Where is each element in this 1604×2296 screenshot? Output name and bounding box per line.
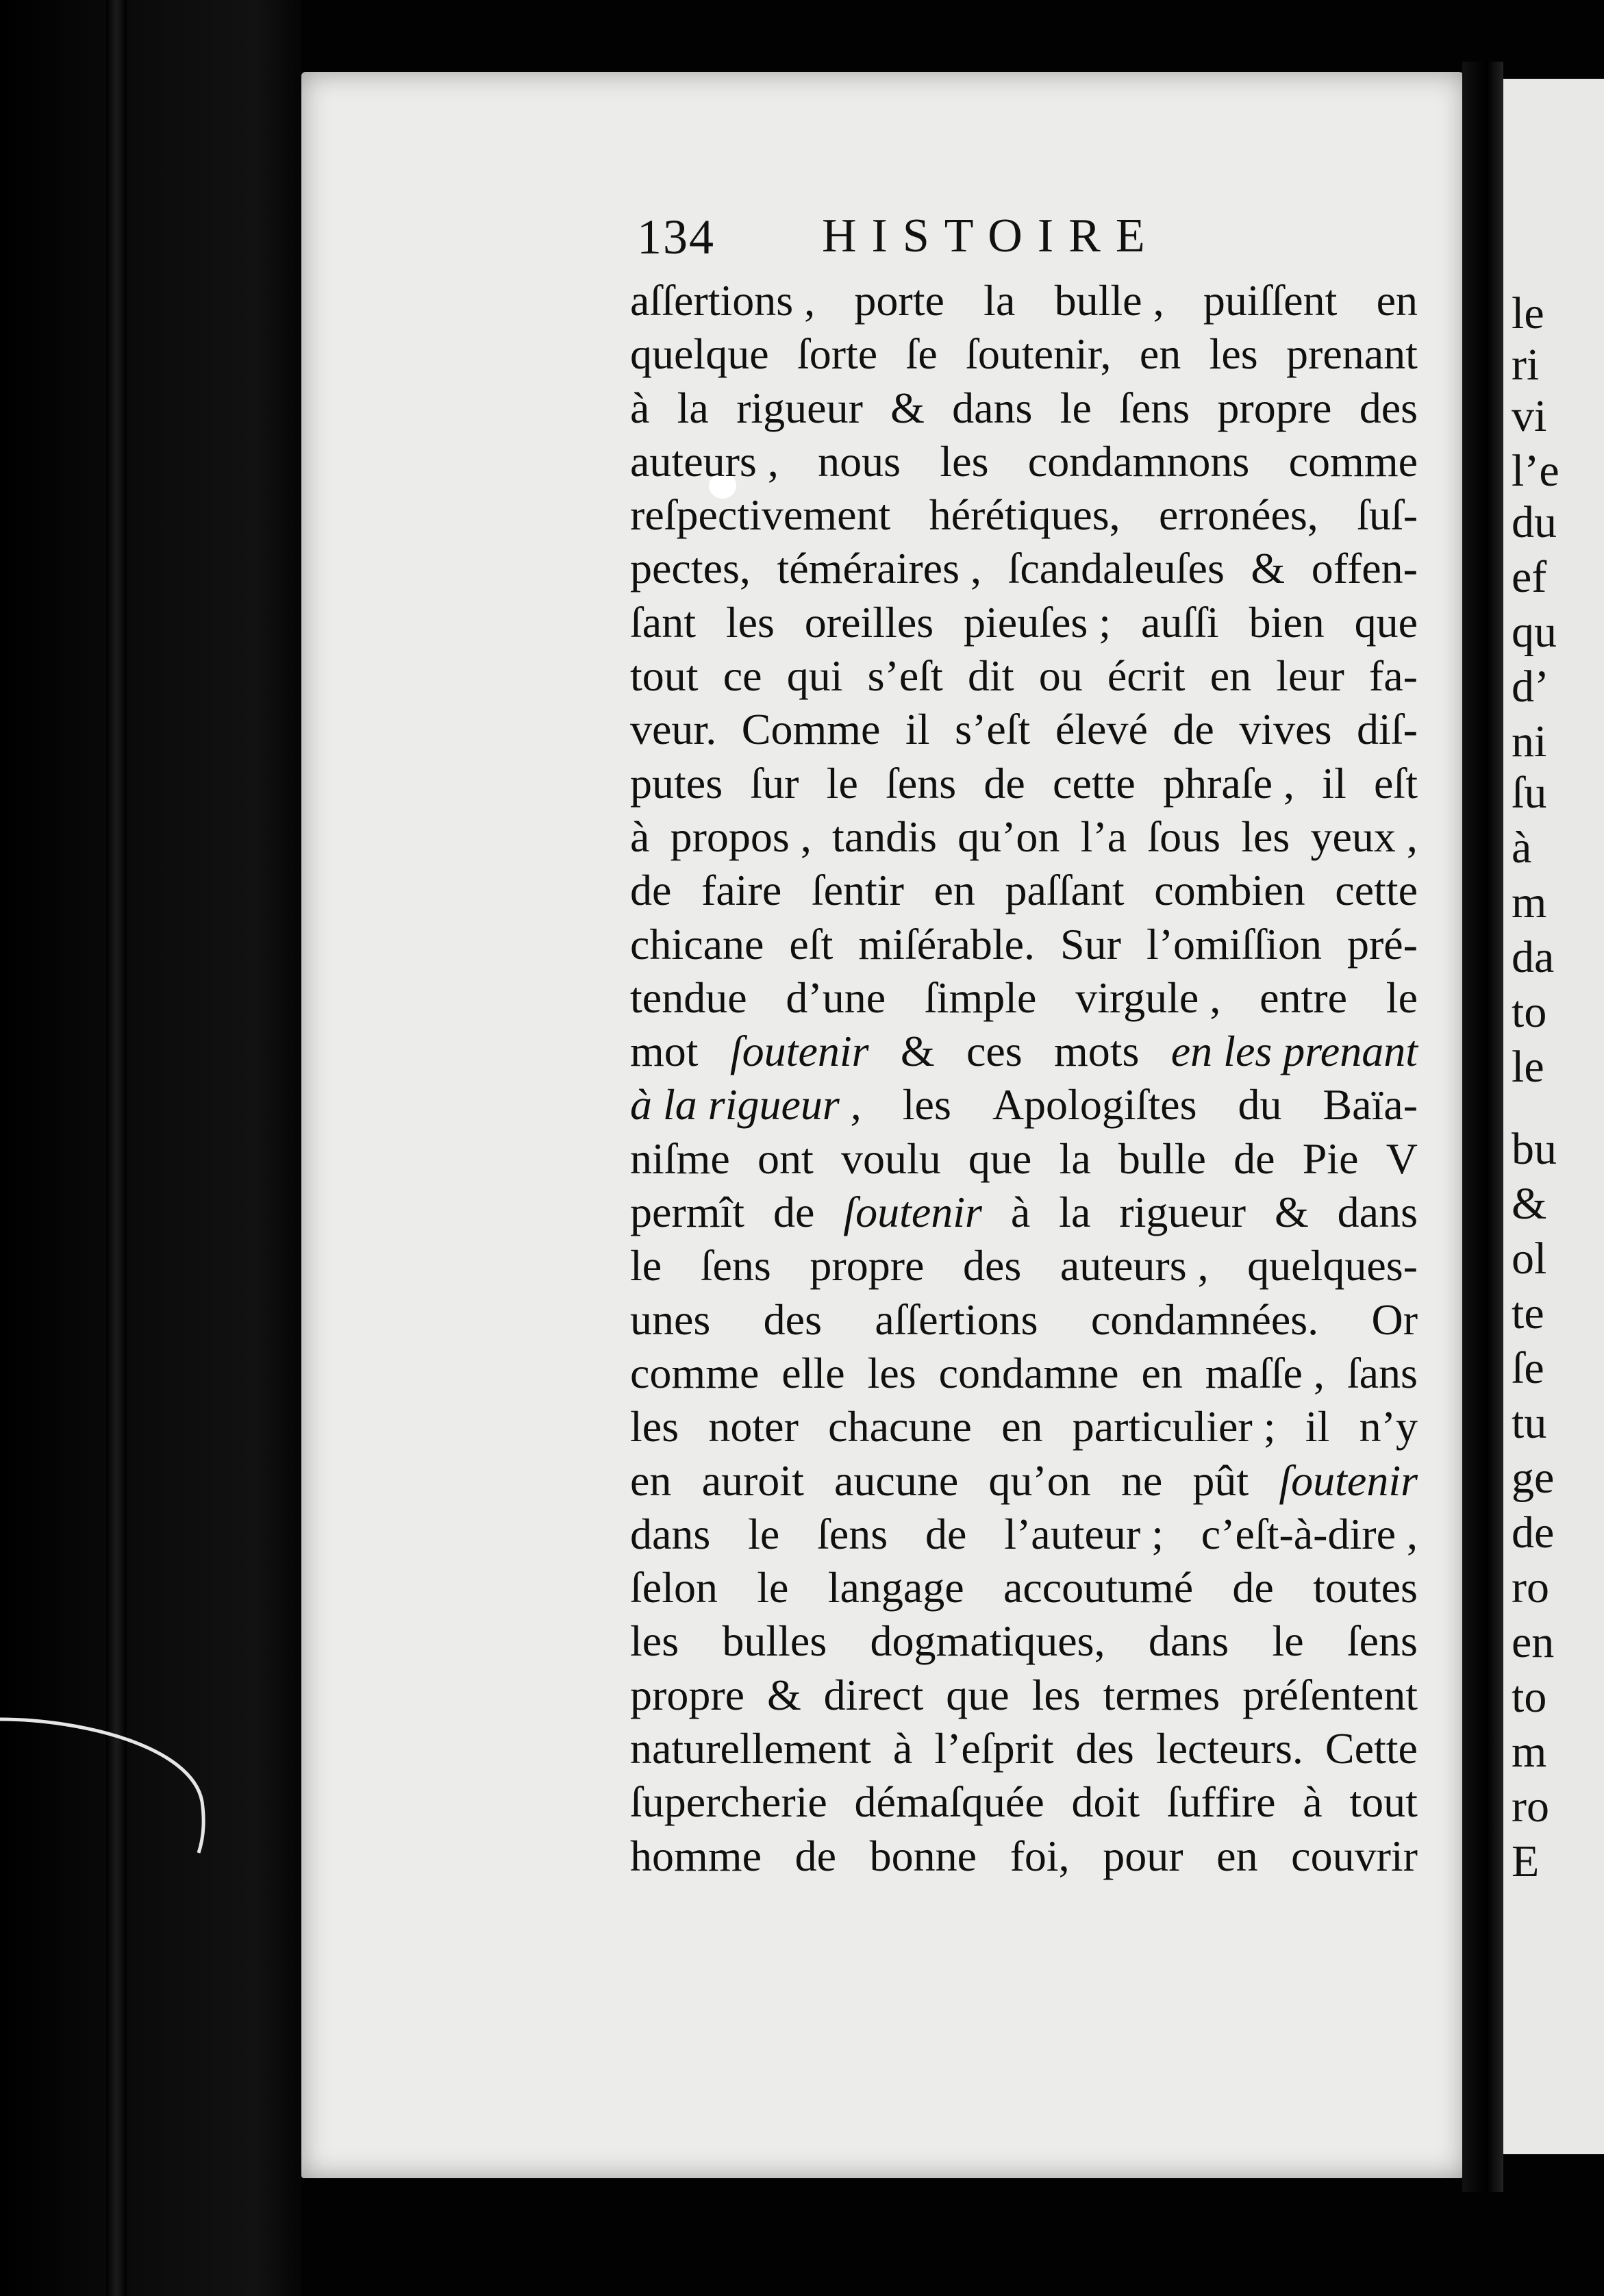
word: bien bbox=[1249, 597, 1325, 647]
word: les bbox=[902, 1080, 951, 1130]
word: Sur bbox=[1060, 919, 1121, 969]
word: la bbox=[1059, 1188, 1091, 1237]
word: noter bbox=[708, 1402, 799, 1451]
word: ſcandaleuſes bbox=[1007, 544, 1225, 593]
word: direct bbox=[823, 1670, 924, 1719]
word: entre bbox=[1260, 973, 1347, 1022]
word: auroit bbox=[701, 1456, 804, 1505]
word: le bbox=[757, 1563, 789, 1612]
word: Apologiſtes bbox=[992, 1080, 1197, 1130]
facing-page-text: m bbox=[1512, 877, 1547, 927]
word: propre bbox=[810, 1241, 925, 1290]
word: qui bbox=[786, 651, 843, 701]
word: ne bbox=[1120, 1456, 1163, 1505]
word: le bbox=[1272, 1617, 1304, 1666]
word: ſe bbox=[905, 329, 938, 379]
facing-page-text: ſe bbox=[1512, 1343, 1544, 1393]
text-line bbox=[630, 971, 1418, 1025]
scan-artifact-curve bbox=[0, 1706, 212, 1870]
word: doit bbox=[1071, 1777, 1140, 1827]
word: ſimple bbox=[924, 973, 1037, 1022]
word: il bbox=[1305, 1402, 1330, 1451]
word: naturellement bbox=[630, 1724, 871, 1773]
word: pectes, bbox=[630, 544, 751, 593]
word: des bbox=[1075, 1724, 1134, 1773]
word: & bbox=[890, 383, 925, 432]
word: combien bbox=[1154, 866, 1305, 915]
word: ou bbox=[1038, 651, 1083, 701]
word: ſans bbox=[1346, 1348, 1418, 1397]
word: de bbox=[1173, 705, 1214, 754]
word: permît bbox=[630, 1188, 745, 1237]
text-line bbox=[630, 596, 1418, 649]
word: auſſi bbox=[1140, 597, 1219, 647]
word: qu’on bbox=[957, 812, 1060, 861]
word: faire bbox=[701, 866, 782, 915]
word: & bbox=[1274, 1188, 1309, 1237]
word: ſoutenir, bbox=[966, 329, 1112, 379]
word: Or bbox=[1371, 1295, 1418, 1344]
word: que bbox=[968, 1134, 1032, 1183]
word: dit bbox=[967, 651, 1014, 701]
word: propre bbox=[1217, 383, 1332, 432]
word: ſens bbox=[817, 1509, 888, 1558]
word: tandis bbox=[832, 812, 937, 861]
running-title: HISTOIRE bbox=[822, 210, 1160, 262]
word: à bbox=[1010, 1188, 1031, 1237]
word: comme bbox=[630, 1348, 760, 1397]
facing-page-text: tu bbox=[1512, 1398, 1547, 1448]
word: nous bbox=[818, 436, 901, 486]
word: ſupercherie bbox=[630, 1777, 827, 1827]
word: paſſant bbox=[1005, 866, 1125, 915]
text-line bbox=[630, 274, 1418, 327]
word: d’une bbox=[786, 973, 886, 1022]
word: chacune bbox=[828, 1402, 972, 1451]
text-line bbox=[630, 703, 1418, 756]
word: la bbox=[983, 276, 1016, 325]
facing-page-text: ro bbox=[1512, 1562, 1549, 1612]
word: eſt bbox=[789, 919, 834, 969]
word: veur. bbox=[630, 705, 717, 754]
word: pour bbox=[1103, 1831, 1183, 1880]
facing-page-text: & bbox=[1512, 1179, 1547, 1229]
word: le bbox=[826, 758, 858, 808]
word: ont bbox=[757, 1134, 814, 1183]
text-line bbox=[630, 1025, 1418, 1078]
text-line bbox=[630, 1078, 1418, 1132]
word: propos , bbox=[670, 812, 812, 861]
word: à bbox=[630, 812, 650, 861]
word: tendue bbox=[630, 973, 747, 1022]
facing-page-text: l’e bbox=[1512, 446, 1559, 496]
text-line bbox=[630, 542, 1418, 595]
word: le bbox=[1060, 383, 1092, 432]
word: tout bbox=[630, 651, 699, 701]
facing-page-text: ge bbox=[1512, 1453, 1555, 1503]
word: les bbox=[630, 1402, 679, 1451]
word: elle bbox=[781, 1348, 845, 1397]
word: & bbox=[766, 1670, 801, 1719]
word: Baïa- bbox=[1323, 1080, 1418, 1130]
text-line bbox=[630, 435, 1418, 488]
word: couvrir bbox=[1291, 1831, 1418, 1880]
word: que bbox=[946, 1670, 1010, 1719]
word: préſentent bbox=[1242, 1670, 1418, 1719]
word: pré- bbox=[1346, 919, 1418, 969]
word: de bbox=[1233, 1134, 1275, 1183]
word: en bbox=[1376, 276, 1418, 325]
word: à bbox=[892, 1724, 913, 1773]
word: mot bbox=[630, 1027, 699, 1076]
word: quelque bbox=[630, 329, 769, 379]
word: miſérable. bbox=[858, 919, 1036, 969]
word: ſoutenir bbox=[729, 1027, 869, 1076]
word: leur bbox=[1276, 651, 1344, 701]
word: cette bbox=[1335, 866, 1418, 915]
word: chicane bbox=[630, 919, 764, 969]
word: démaſquée bbox=[854, 1777, 1044, 1827]
word: condamne bbox=[938, 1348, 1119, 1397]
word: bulle , bbox=[1054, 276, 1164, 325]
facing-page-text: ſu bbox=[1512, 768, 1547, 818]
word: ſens bbox=[700, 1241, 771, 1290]
word: unes bbox=[630, 1295, 711, 1344]
word: pieuſes ; bbox=[964, 597, 1112, 647]
word: la bbox=[1059, 1134, 1091, 1183]
facing-page-text: du bbox=[1512, 497, 1557, 547]
text-line bbox=[630, 1669, 1418, 1722]
word: Pie bbox=[1302, 1134, 1359, 1183]
word: reſpectivement bbox=[630, 490, 891, 540]
text-line bbox=[630, 1830, 1418, 1883]
word: c’eſt-à-dire , bbox=[1201, 1509, 1418, 1558]
facing-page-fragment bbox=[1503, 79, 1604, 2154]
text-line bbox=[630, 1347, 1418, 1400]
facing-page-text: ol bbox=[1512, 1234, 1547, 1284]
word: les bbox=[1209, 329, 1258, 379]
word: putes bbox=[630, 758, 723, 808]
word: phraſe , bbox=[1163, 758, 1294, 808]
word: en bbox=[933, 866, 975, 915]
word: mots bbox=[1053, 1027, 1140, 1076]
word: rigueur bbox=[1119, 1188, 1246, 1237]
word: ſur bbox=[750, 758, 799, 808]
word: dans bbox=[952, 383, 1033, 432]
word: en les prenant bbox=[1170, 1027, 1418, 1076]
facing-page-text: le bbox=[1512, 1042, 1544, 1092]
word: le bbox=[630, 1241, 662, 1290]
word: condamnées. bbox=[1090, 1295, 1319, 1344]
text-line bbox=[630, 382, 1418, 435]
word: les bbox=[725, 597, 775, 647]
word: lecteurs. bbox=[1155, 1724, 1303, 1773]
text-line bbox=[630, 1293, 1418, 1347]
facing-page-text: d’ bbox=[1512, 662, 1549, 712]
word: toutes bbox=[1313, 1563, 1418, 1612]
word: particulier ; bbox=[1072, 1402, 1276, 1451]
word: offen- bbox=[1311, 544, 1418, 593]
word: bulles bbox=[722, 1617, 827, 1666]
word: dans bbox=[1148, 1617, 1229, 1666]
word: élevé bbox=[1055, 705, 1148, 754]
text-line bbox=[630, 327, 1418, 381]
page-header bbox=[637, 209, 1226, 271]
body-text bbox=[630, 274, 1418, 1883]
facing-page-text: to bbox=[1512, 987, 1547, 1037]
word: en bbox=[1210, 651, 1252, 701]
word: ſelon bbox=[630, 1563, 718, 1612]
word: oreilles bbox=[804, 597, 934, 647]
word: yeux , bbox=[1310, 812, 1418, 861]
text-line bbox=[630, 1239, 1418, 1293]
word: ſous bbox=[1147, 812, 1221, 861]
word: porte bbox=[854, 276, 944, 325]
word: la bbox=[677, 383, 709, 432]
word: tout bbox=[1349, 1777, 1418, 1827]
word: ſens bbox=[1346, 1617, 1418, 1666]
word: ſuſ- bbox=[1357, 490, 1418, 540]
word: auteurs , bbox=[1060, 1241, 1209, 1290]
word: dans bbox=[1337, 1188, 1418, 1237]
word: l’a bbox=[1080, 812, 1127, 861]
facing-page-text: vi bbox=[1512, 391, 1547, 441]
word: ſens bbox=[886, 758, 957, 808]
word: Cette bbox=[1325, 1724, 1418, 1773]
word: prenant bbox=[1286, 329, 1418, 379]
facing-page-text: m bbox=[1512, 1727, 1547, 1777]
facing-page-text: ri bbox=[1512, 340, 1540, 390]
text-line bbox=[630, 864, 1418, 917]
word: aſſertions , bbox=[630, 276, 816, 325]
word: erronées, bbox=[1159, 490, 1318, 540]
word: qu’on bbox=[988, 1456, 1091, 1505]
word: les bbox=[1241, 812, 1290, 861]
word: les bbox=[867, 1348, 916, 1397]
word: comme bbox=[1288, 436, 1418, 486]
word: dogmatiques, bbox=[870, 1617, 1105, 1666]
left-binding-shadow bbox=[0, 0, 301, 2296]
word: termes bbox=[1103, 1670, 1220, 1719]
word: & bbox=[1251, 544, 1286, 593]
word: propre bbox=[630, 1670, 745, 1719]
word: que bbox=[1354, 597, 1418, 647]
word: rigueur bbox=[736, 383, 863, 432]
text-line bbox=[630, 1722, 1418, 1775]
word: bonne bbox=[869, 1831, 977, 1880]
word: des bbox=[763, 1295, 822, 1344]
word: ces bbox=[966, 1027, 1023, 1076]
word: de bbox=[773, 1188, 815, 1237]
word: puiſſent bbox=[1203, 276, 1338, 325]
text-line bbox=[630, 1132, 1418, 1186]
word: en bbox=[1001, 1402, 1043, 1451]
word: en bbox=[1216, 1831, 1258, 1880]
word: homme bbox=[630, 1831, 762, 1880]
word: du bbox=[1238, 1080, 1282, 1130]
word: V bbox=[1386, 1134, 1418, 1183]
text-line bbox=[630, 1186, 1418, 1239]
word: ſens bbox=[1119, 383, 1190, 432]
word: Comme bbox=[741, 705, 881, 754]
word: de bbox=[925, 1509, 967, 1558]
word: aucune bbox=[834, 1456, 959, 1505]
page-gutter-shadow bbox=[1462, 62, 1503, 2192]
word: l’omiſſion bbox=[1146, 919, 1322, 969]
word: le bbox=[1386, 973, 1418, 1022]
facing-page-text: E bbox=[1512, 1836, 1540, 1886]
facing-page-text: en bbox=[1512, 1617, 1555, 1667]
word: l’auteur ; bbox=[1004, 1509, 1164, 1558]
word: langage bbox=[827, 1563, 964, 1612]
word: de bbox=[794, 1831, 836, 1880]
word: il bbox=[1322, 758, 1346, 808]
facing-page-text: da bbox=[1512, 932, 1555, 982]
word: auteurs , bbox=[630, 436, 779, 486]
word: ſoutenir bbox=[843, 1188, 982, 1237]
word: les bbox=[630, 1617, 679, 1666]
word: en bbox=[1141, 1348, 1183, 1397]
text-line bbox=[630, 1614, 1418, 1668]
word: vives bbox=[1239, 705, 1332, 754]
word: s’eſt bbox=[955, 705, 1031, 754]
text-line bbox=[630, 918, 1418, 971]
word: s’eſt bbox=[867, 651, 943, 701]
facing-page-text: qu bbox=[1512, 607, 1557, 657]
word: diſ- bbox=[1357, 705, 1418, 754]
word: des bbox=[962, 1241, 1022, 1290]
word: ſuffire bbox=[1166, 1777, 1276, 1827]
word: de bbox=[1232, 1563, 1274, 1612]
word: n’y bbox=[1359, 1402, 1418, 1451]
page-number: 134 bbox=[637, 210, 715, 264]
text-line bbox=[630, 1400, 1418, 1453]
facing-page-text: ef bbox=[1512, 552, 1547, 602]
facing-page-text: to bbox=[1512, 1672, 1547, 1722]
word: de bbox=[630, 866, 672, 915]
text-line bbox=[630, 488, 1418, 542]
facing-page-text: te bbox=[1512, 1288, 1544, 1338]
text-line bbox=[630, 810, 1418, 864]
word: ſorte bbox=[797, 329, 878, 379]
word: cette bbox=[1053, 758, 1136, 808]
text-line bbox=[630, 1508, 1418, 1561]
word: accoutumé bbox=[1003, 1563, 1194, 1612]
word: en bbox=[630, 1456, 672, 1505]
word: maſſe , bbox=[1205, 1348, 1325, 1397]
word: ſant bbox=[630, 597, 696, 647]
text-line bbox=[630, 757, 1418, 810]
word: foi, bbox=[1010, 1831, 1070, 1880]
word: des bbox=[1359, 383, 1418, 432]
word: quelques- bbox=[1247, 1241, 1418, 1290]
word: eſt bbox=[1374, 758, 1418, 808]
word: fa- bbox=[1368, 651, 1418, 701]
facing-page-text: ro bbox=[1512, 1782, 1549, 1832]
text-line bbox=[630, 1454, 1418, 1508]
word: ce bbox=[723, 651, 762, 701]
word: les bbox=[940, 436, 989, 486]
word: en bbox=[1139, 329, 1181, 379]
word: le bbox=[748, 1509, 780, 1558]
text-line bbox=[630, 1561, 1418, 1614]
facing-page-text: bu bbox=[1512, 1124, 1557, 1174]
word: voulu bbox=[840, 1134, 941, 1183]
word: les bbox=[1031, 1670, 1081, 1719]
facing-page-text: ni bbox=[1512, 716, 1547, 766]
facing-page-text: de bbox=[1512, 1508, 1555, 1558]
word: & bbox=[900, 1027, 935, 1076]
word: téméraires , bbox=[777, 544, 981, 593]
word: ſentir bbox=[811, 866, 904, 915]
word: ſoutenir bbox=[1279, 1456, 1418, 1505]
word: écrit bbox=[1107, 651, 1186, 701]
facing-page-text: le bbox=[1512, 288, 1544, 338]
word: à la rigueur , bbox=[630, 1080, 862, 1130]
word: il bbox=[905, 705, 930, 754]
word: bulle bbox=[1118, 1134, 1206, 1183]
word: virgule , bbox=[1075, 973, 1221, 1022]
facing-page-text: à bbox=[1512, 823, 1532, 873]
word: niſme bbox=[630, 1134, 730, 1183]
text-line bbox=[630, 649, 1418, 703]
word: pût bbox=[1192, 1456, 1249, 1505]
word: hérétiques, bbox=[929, 490, 1120, 540]
word: à bbox=[630, 383, 650, 432]
text-line bbox=[630, 1775, 1418, 1829]
word: de bbox=[983, 758, 1025, 808]
word: aſſertions bbox=[875, 1295, 1038, 1344]
word: à bbox=[1303, 1777, 1323, 1827]
word: dans bbox=[630, 1509, 711, 1558]
word: condamnons bbox=[1027, 436, 1250, 486]
word: l’eſprit bbox=[934, 1724, 1054, 1773]
